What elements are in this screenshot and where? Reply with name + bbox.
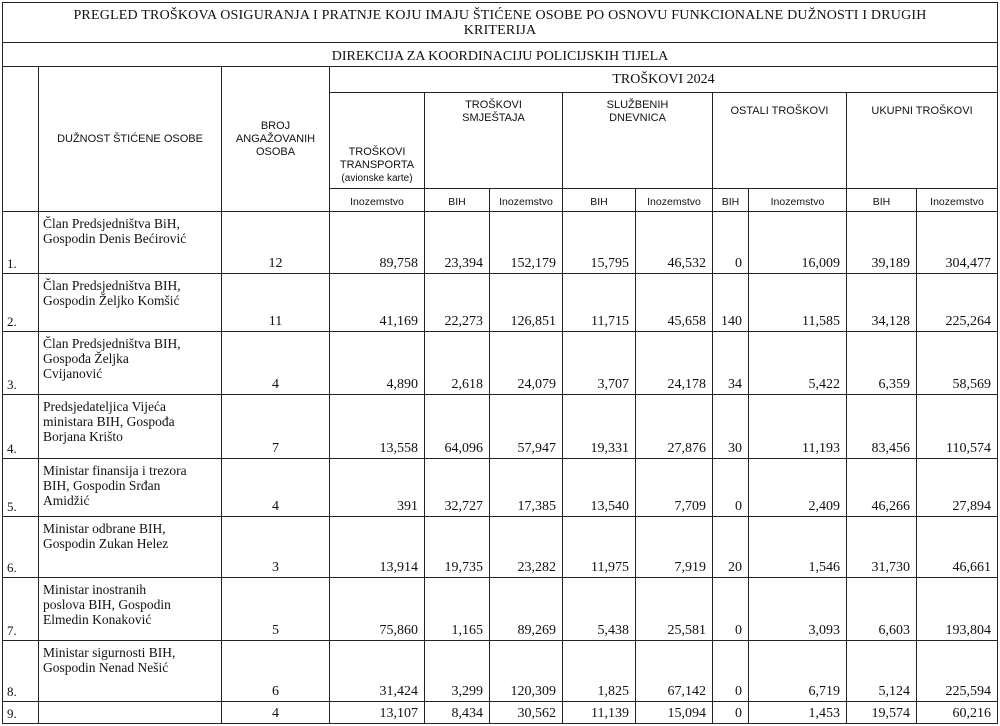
perdiem-abroad-cell: 45,658 — [636, 274, 713, 332]
lodging-abroad-subheader: Inozemstvo — [490, 189, 563, 212]
lodging-abroad-cell: 152,179 — [490, 212, 563, 274]
duty-line-2: Gospodin Nenad Nešić — [43, 660, 169, 675]
lodging-abroad-cell: 30,562 — [490, 702, 563, 724]
protected-person-duty-cell — [39, 332, 222, 395]
duty-line-1: Ministar finansija i trezora — [43, 463, 187, 478]
perdiem-bih-cell: 11,139 — [563, 702, 636, 724]
perdiem-bih-cell: 11,975 — [563, 517, 636, 578]
total-abroad-cell: 60,216 — [917, 702, 998, 724]
other-abroad-subheader: Inozemstvo — [749, 189, 847, 212]
total-bih-cell: 6,359 — [847, 332, 917, 395]
transport-header — [330, 93, 425, 189]
lodging-bih-subheader: BIH — [425, 189, 490, 212]
duty-line-1: Član Predsjedništva BIH, — [43, 278, 181, 293]
other-bih-cell: 30 — [713, 395, 749, 459]
duty-line-3: Cvijanović — [43, 366, 103, 381]
total-bih-cell: 39,189 — [847, 212, 917, 274]
perdiem-abroad-cell: 67,142 — [636, 641, 713, 702]
total-bih-cell: 5,124 — [847, 641, 917, 702]
lodging-bih-cell: 23,394 — [425, 212, 490, 274]
other-bih-cell: 0 — [713, 212, 749, 274]
costs-year-header: TROŠKOVI 2024 — [330, 67, 998, 93]
persons-cell: 3 — [222, 517, 330, 578]
total-bih-cell: 6,603 — [847, 578, 917, 641]
duty-line-2: Gospodin Zukan Helez — [43, 536, 169, 551]
directorate-title: DIREKCIJA ZA KOORDINACIJU POLICIJSKIH TIJELA — [3, 43, 998, 67]
perdiem-header — [563, 93, 713, 189]
lodging-bih-cell: 64,096 — [425, 395, 490, 459]
duty-line-3: Amidžić — [43, 493, 90, 508]
lodging-bih-cell: 2,618 — [425, 332, 490, 395]
perdiem-header-line-2: DNEVNICA — [609, 112, 666, 124]
total-bih-cell: 34,128 — [847, 274, 917, 332]
protected-person-duty-cell — [39, 517, 222, 578]
perdiem-abroad-cell: 7,709 — [636, 459, 713, 517]
perdiem-abroad-cell: 25,581 — [636, 578, 713, 641]
duty-line-2: Gospodin Denis Bećirović — [43, 231, 187, 246]
persons-cell: 7 — [222, 395, 330, 459]
protected-person-duty-cell — [39, 212, 222, 274]
lodging-abroad-cell: 23,282 — [490, 517, 563, 578]
table-row — [3, 459, 998, 517]
total-abroad-cell: 46,661 — [917, 517, 998, 578]
lodging-abroad-cell: 89,269 — [490, 578, 563, 641]
total-bih-cell: 83,456 — [847, 395, 917, 459]
row-number-cell: 1. — [3, 212, 39, 274]
protected-person-duty-cell — [39, 578, 222, 641]
row-number-cell: 5. — [3, 459, 39, 517]
transport-abroad-cell: 41,169 — [330, 274, 425, 332]
perdiem-bih-cell: 11,715 — [563, 274, 636, 332]
table-row — [3, 274, 998, 332]
persons-cell: 4 — [222, 332, 330, 395]
duty-line-2: BIH, Gospodin Srđan — [43, 478, 161, 493]
other-abroad-cell: 11,585 — [749, 274, 847, 332]
other-header: OSTALI TROŠKOVI — [713, 93, 847, 189]
other-abroad-cell: 11,193 — [749, 395, 847, 459]
table-row — [3, 517, 998, 578]
row-number-cell: 2. — [3, 274, 39, 332]
persons-header — [222, 67, 330, 212]
total-abroad-subheader: Inozemstvo — [917, 189, 998, 212]
duty-line-1: Ministar sigurnosti BIH, — [43, 645, 176, 660]
lodging-bih-cell: 22,273 — [425, 274, 490, 332]
lodging-abroad-cell: 120,309 — [490, 641, 563, 702]
table-row — [3, 641, 998, 702]
row-number-cell: 6. — [3, 517, 39, 578]
persons-cell: 4 — [222, 459, 330, 517]
total-abroad-cell: 58,569 — [917, 332, 998, 395]
perdiem-abroad-cell: 46,532 — [636, 212, 713, 274]
duty-line-1: Član Predsjedništva BIH, — [43, 336, 181, 351]
duty-line-2: poslova BIH, Gospodin — [43, 597, 171, 612]
duty-line-1: Ministar inostranih — [43, 582, 147, 597]
perdiem-bih-cell: 13,540 — [563, 459, 636, 517]
perdiem-bih-subheader: BIH — [563, 189, 636, 212]
lodging-bih-cell: 32,727 — [425, 459, 490, 517]
title-line-2: KRITERIJA — [463, 22, 537, 38]
other-abroad-cell: 2,409 — [749, 459, 847, 517]
row-number-cell: 8. — [3, 641, 39, 702]
perdiem-bih-cell: 15,795 — [563, 212, 636, 274]
total-abroad-cell: 225,264 — [917, 274, 998, 332]
other-abroad-cell: 3,093 — [749, 578, 847, 641]
total-abroad-cell: 304,477 — [917, 212, 998, 274]
lodging-bih-cell: 8,434 — [425, 702, 490, 724]
duty-line-2: ministara BIH, Gospođa — [43, 414, 175, 429]
table-row — [3, 395, 998, 459]
transport-abroad-subheader: Inozemstvo — [330, 189, 425, 212]
transport-header-line-1: TROŠKOVI — [348, 146, 406, 158]
title-row — [3, 3, 998, 43]
lodging-header-line-1: TROŠKOVI — [465, 99, 522, 111]
total-abroad-cell: 110,574 — [917, 395, 998, 459]
perdiem-bih-cell: 19,331 — [563, 395, 636, 459]
total-abroad-cell: 225,594 — [917, 641, 998, 702]
lodging-abroad-cell: 24,079 — [490, 332, 563, 395]
transport-abroad-cell: 89,758 — [330, 212, 425, 274]
protected-person-duty-cell — [39, 641, 222, 702]
total-bih-cell: 19,574 — [847, 702, 917, 724]
perdiem-header-line-1: SLUŽBENIH — [606, 99, 669, 111]
lodging-abroad-cell: 57,947 — [490, 395, 563, 459]
perdiem-abroad-cell: 24,178 — [636, 332, 713, 395]
other-bih-cell: 140 — [713, 274, 749, 332]
protected-person-duty-cell — [39, 702, 222, 724]
perdiem-abroad-cell: 15,094 — [636, 702, 713, 724]
persons-cell: 5 — [222, 578, 330, 641]
protected-person-duty-cell — [39, 274, 222, 332]
transport-abroad-cell: 13,107 — [330, 702, 425, 724]
persons-header-line-1: BROJ — [260, 119, 291, 132]
transport-header-line-2: TRANSPORTA — [339, 159, 415, 171]
lodging-bih-cell: 1,165 — [425, 578, 490, 641]
persons-header-line-3: OSOBA — [255, 145, 296, 158]
transport-abroad-cell: 75,860 — [330, 578, 425, 641]
table-row — [3, 578, 998, 641]
transport-abroad-cell: 13,914 — [330, 517, 425, 578]
duty-line-1: Predsjedateljica Vijeća — [43, 399, 167, 414]
total-bih-cell: 31,730 — [847, 517, 917, 578]
transport-header-line-3: (avionske karte) — [341, 173, 413, 184]
other-bih-cell: 0 — [713, 459, 749, 517]
lodging-abroad-cell: 126,851 — [490, 274, 563, 332]
lodging-bih-cell: 19,735 — [425, 517, 490, 578]
total-bih-subheader: BIH — [847, 189, 917, 212]
document-title — [3, 3, 998, 43]
duty-line-2: Gospođa Željka — [43, 351, 129, 366]
duty-line-3: Elmedin Konaković — [43, 612, 152, 627]
table-row — [3, 332, 998, 395]
row-number-cell: 3. — [3, 332, 39, 395]
other-bih-cell: 0 — [713, 702, 749, 724]
other-bih-cell: 20 — [713, 517, 749, 578]
table-row — [3, 702, 998, 724]
other-abroad-cell: 5,422 — [749, 332, 847, 395]
persons-header-line-2: ANGAŽOVANIH — [235, 132, 316, 145]
other-bih-subheader: BIH — [713, 189, 749, 212]
year-row — [3, 67, 998, 93]
persons-cell: 6 — [222, 641, 330, 702]
other-abroad-cell: 16,009 — [749, 212, 847, 274]
total-abroad-cell: 27,894 — [917, 459, 998, 517]
other-abroad-cell: 1,546 — [749, 517, 847, 578]
transport-abroad-cell: 391 — [330, 459, 425, 517]
protected-person-duty-cell — [39, 459, 222, 517]
transport-abroad-cell: 31,424 — [330, 641, 425, 702]
lodging-bih-cell: 3,299 — [425, 641, 490, 702]
lodging-abroad-cell: 17,385 — [490, 459, 563, 517]
other-bih-cell: 34 — [713, 332, 749, 395]
duty-header: DUŽNOST ŠTIĆENE OSOBE — [39, 67, 222, 212]
persons-cell: 11 — [222, 274, 330, 332]
row-number-cell: 7. — [3, 578, 39, 641]
duty-line-3: Borjana Krišto — [43, 429, 123, 444]
other-bih-cell: 0 — [713, 578, 749, 641]
cost-table — [2, 2, 998, 724]
transport-abroad-cell: 4,890 — [330, 332, 425, 395]
lodging-header-line-2: SMJEŠTAJA — [462, 112, 525, 124]
lodging-header — [425, 93, 563, 189]
duty-line-1: Član Predsjedništva BiH, — [43, 216, 180, 231]
perdiem-bih-cell: 5,438 — [563, 578, 636, 641]
persons-cell: 12 — [222, 212, 330, 274]
table-row — [3, 212, 998, 274]
perdiem-abroad-cell: 27,876 — [636, 395, 713, 459]
directorate-row — [3, 43, 998, 67]
transport-abroad-cell: 13,558 — [330, 395, 425, 459]
other-abroad-cell: 6,719 — [749, 641, 847, 702]
other-bih-cell: 0 — [713, 641, 749, 702]
perdiem-bih-cell: 3,707 — [563, 332, 636, 395]
perdiem-abroad-subheader: Inozemstvo — [636, 189, 713, 212]
protected-person-duty-cell — [39, 395, 222, 459]
duty-line-1: Ministar odbrane BIH, — [43, 521, 166, 536]
row-number-cell: 4. — [3, 395, 39, 459]
perdiem-abroad-cell: 7,919 — [636, 517, 713, 578]
total-abroad-cell: 193,804 — [917, 578, 998, 641]
rb-header-cell — [3, 67, 39, 212]
persons-cell: 4 — [222, 702, 330, 724]
duty-line-2: Gospodin Željko Komšić — [43, 293, 180, 308]
title-line-1: PREGLED TROŠKOVA OSIGURANJA I PRATNJE KOJU IMAJU ŠTIĆENE OSOBE PO OSNOVU FUNKCIONALNE DUŽNOSTI I DRUGIH — [73, 7, 927, 23]
row-number-cell: 9. — [3, 702, 39, 724]
total-bih-cell: 46,266 — [847, 459, 917, 517]
total-header: UKUPNI TROŠKOVI — [847, 93, 998, 189]
perdiem-bih-cell: 1,825 — [563, 641, 636, 702]
other-abroad-cell: 1,453 — [749, 702, 847, 724]
